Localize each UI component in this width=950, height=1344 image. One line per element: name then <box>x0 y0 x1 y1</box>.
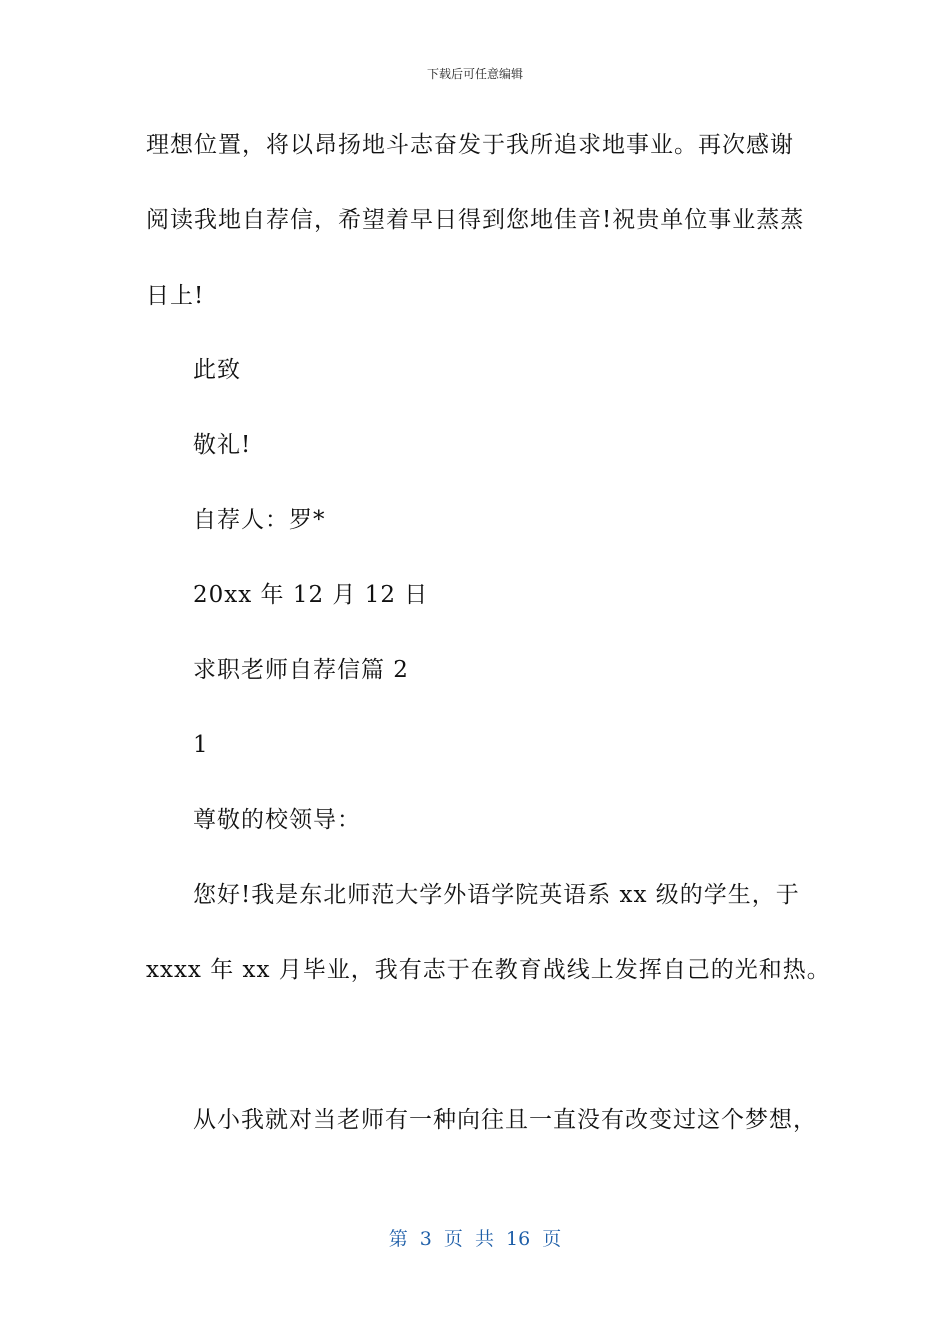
paragraph-line-4: 您好!我是东北师范大学外语学院英语系 xx 级的学生，于 <box>193 882 800 908</box>
page-number-footer: 第 3 页 共 16 页 <box>388 1228 562 1250</box>
paragraph-line-3: 日上! <box>146 283 205 309</box>
page-header-note: 下载后可任意编辑 <box>426 67 523 81</box>
paragraph-line-5: xxxx 年 xx 月毕业，我有志于在教育战线上发挥自己的光和热。 <box>146 957 831 983</box>
section-number: 1 <box>193 732 209 758</box>
closing-salutation: 此致 <box>193 357 241 383</box>
closing-regards: 敬礼! <box>193 432 252 458</box>
paragraph-line-6: 从小我就对当老师有一种向往且一直没有改变过这个梦想， <box>193 1107 817 1133</box>
paragraph-line-2: 阅读我地自荐信，希望着早日得到您地佳音!祝贵单位事业蒸蒸 <box>146 207 805 233</box>
date-line: 20xx 年 12 月 12 日 <box>193 582 429 608</box>
paragraph-line-1: 理想位置，将以昂扬地斗志奋发于我所追求地事业。再次感谢 <box>146 132 794 158</box>
greeting-line: 尊敬的校领导： <box>193 807 361 833</box>
signature-line: 自荐人：罗* <box>193 507 326 533</box>
section-title: 求职老师自荐信篇 2 <box>193 657 409 683</box>
